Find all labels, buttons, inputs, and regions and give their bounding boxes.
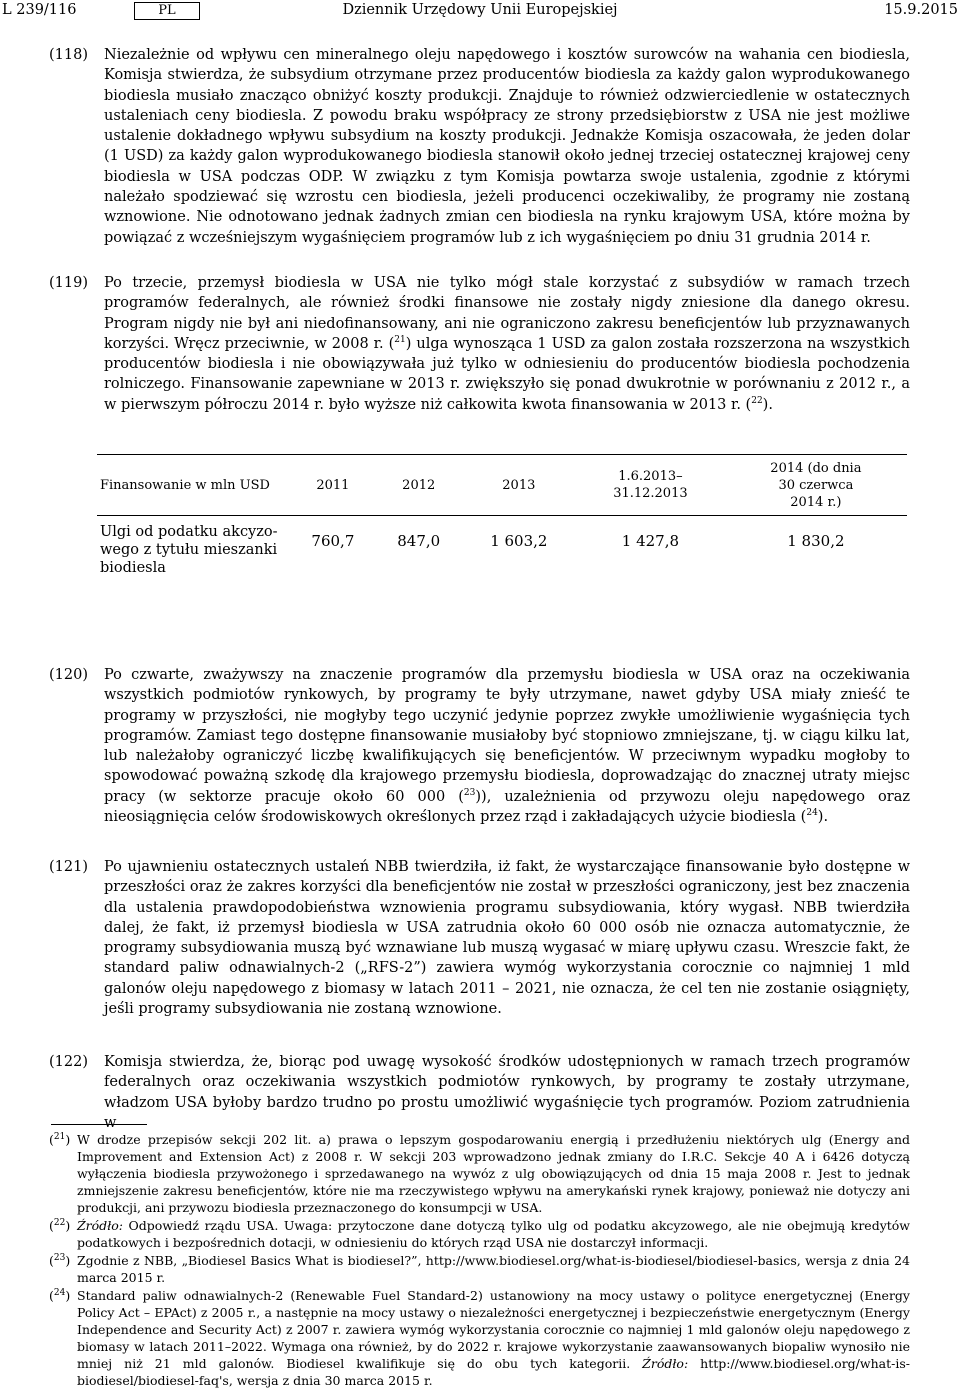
footnote-text: Zgodnie z NBB, „Biodiesel Basics What is biodiesel?”, http://www.biodiesel.org/what-is-biodiesel/biodiesel-basics, wersja z dnia 24 marca 2015 r. [77, 1253, 910, 1285]
paragraph-text: Niezależnie od wpływu cen mineralnego oleju napędowego i kosztów surowców na wahania cen biodiesla, Komisja stwierdza, że subsydium otrzymane przez producentów biodiesla za każdy galon wyprodukowanego biodiesla musiało znacząco obniżyć koszty produkcji. Znajduje to również odzwierciedlenie w ostatecznych ustaleniach ceny biodiesla. Z powodu braku współpracy ze strony przedsiębiorstw z USA nie jest możliwe ustalenie dokładnego wpływu subsydium na koszty produkcji. Jednakże Komisja oszacowała, że jeden dolar (1 USD) za każdy galon wyprodukowanego biodiesla stanowił około jednej trzeciej ostatecznej krajowej ceny biodiesla w USA podczas ODP. W związku z tym Komisja powtarza swoje ustalenia, zgodnie z którymi należało spodziewać się wzrostu cen biodiesla, jeżeli producenci oczekiwaliby, że programy nie zostaną wznowione. Nie odnotowano jednak żadnych zmian cen biodiesla na rynku krajowym USA, które można by powiązać z wcześniejszym wygaśnięciem programów lub z ich wygaśnięciem po dniu 31 grudnia 2014 r. [104, 47, 910, 246]
paragraph-number: (121) [49, 859, 88, 875]
financing-table [97, 454, 907, 592]
table-header-cell: Finansowanie w mln USD [97, 455, 290, 516]
source-label: Źródło: [642, 1356, 689, 1371]
table-cell: 1 427,8 [621, 532, 680, 550]
source-label: Źródło: [77, 1218, 123, 1233]
table-row-label: Ulgi od podatku akcyzo- wego z tytułu mieszanki biodiesla [100, 524, 278, 576]
footnote-number-value: 21 [53, 1131, 66, 1142]
footnote-number-value: 22 [53, 1217, 66, 1228]
footnote-text-part: http://www.biodiesel.org/what-is-biodiesel/biodiesel-faq's, wersja z dnia 30 marca 2015 r. [77, 1356, 910, 1388]
page-reference: L 239/116 [2, 2, 77, 18]
footnote-number: ($^{22}$) [49, 1217, 71, 1233]
paragraph-number: (118) [49, 47, 88, 63]
paragraph-text-part: ). [817, 809, 829, 826]
paragraph-number: (122) [49, 1054, 88, 1070]
footnote-number-value: 23 [53, 1252, 66, 1263]
page-header [0, 0, 960, 20]
footnote-text [77, 1217, 910, 1251]
paragraph-text-part: Po trzecie, przemysł biodiesla w USA nie tylko mógł stale korzystać z subsydiów w ramach trzech programów federalnych, ale również środki finansowe nie zostały nigdy zniesione dla danego okresu. Program nigdy nie był ani niedofinansowany, ani nie ograniczono zakresu beneficjentów lub przyznawanych korzyści. Wręcz przeciwnie, w 2008 r. ( [104, 275, 910, 352]
footnote-text: W drodze przepisów sekcji 202 lit. a) prawa o lepszym gospodarowaniu energią i przedłużeniu niektórych ulg (Energy and Improvement and Extension Act) z 2008 r. W sekcji 203 wprowadzono jednak zmiany do I.R.C. Sekcje 40 A i 6426 dotyczą wyłączenia biodiesla przywożonego i sprzedawanego na wywóz z ulg obowiązujących od dnia 15 maja 2008 r. Jest to jednak zmniejszenie zakresu beneficjentów, które nie ma rzeczywistego wpływu na amerykański rynek krajowy, ponieważ nie dotyczy ani produkcji, ani przywozu biodiesla przeznaczonego do konsumpcji w USA. [77, 1132, 910, 1215]
table-row [97, 516, 907, 593]
paragraph-text-part: )), uzależnienia od przywozu oleju napędowego oraz nieosiągnięcia celów środowiskowych określonych przez rząd i zakładających użycie biodiesla ( [104, 788, 910, 826]
table-cell: 1 830,2 [787, 532, 845, 550]
paragraph-text: Komisja stwierdza, że, biorąc pod uwagę wysokość środków udostępnionych w ramach trzech programów federalnych oraz oczekiwania wszystkich podmiotów rynkowych, by programy te zostały utrzymane, władzom USA byłoby bardzo trudno po prostu umożliwić wygaśnięcie tych programów. Poziom zatrudnienia w [104, 1054, 910, 1131]
footnote-text [77, 1287, 910, 1389]
table-header-cell: 2012 [376, 455, 462, 516]
paragraph-text [104, 665, 910, 827]
footnote-text-part: Odpowiedź rządu USA. Uwaga: przytoczone dane dotyczą tylko ulg od podatku akcyzowego, ale nie obejmują kredytów podatkowych i bezpośrednich dotacji, w odniesieniu do których rząd USA nie dostarczył informacji. [77, 1218, 910, 1250]
table-cell: 760,7 [311, 532, 355, 550]
footnote-ref-21[interactable]: 21 [394, 335, 406, 346]
publication-date: 15.9.2015 [884, 2, 958, 18]
table-cell: 1 603,2 [490, 532, 548, 550]
footnote-text-part: Standard paliw odnawialnych-2 (Renewable Fuel Standard-2) ustanowiony na mocy ustawy o polityce energetycznej (Energy Policy Act – EPAct) z 2005 r., a następnie na mocy ustawy o niezależności energetycznej i bezpieczeństwie energetycznym (Energy Independence and Security Act) z 2007 r. zawiera wymóg wykorzystania corocznie co najmniej 1 mld galonów oleju napędowego z biomasy w latach 2011–2022. Wymaga ona również, by do 2022 r. krajowe wykorzystanie zaawansowanych biopaliw wynosiło nie mniej niż 21 mld galonów. Biodiesel kwalifikuje się do obu tych kategorii. [77, 1288, 910, 1371]
table-cell: 847,0 [397, 532, 441, 550]
paragraph-number: (120) [49, 667, 88, 683]
table-header-cell: 1.6.2013– 31.12.2013 [576, 455, 725, 516]
footnote-ref-22[interactable]: 22 [751, 395, 763, 406]
footnote-ref-23[interactable]: 23 [463, 787, 476, 798]
journal-title: Dziennik Urzędowy Unii Europejskiej [342, 2, 618, 18]
paragraph-text-part: Po czwarte, zważywszy na znaczenie programów dla przemysłu biodiesla w USA oraz na oczekiwania wszystkich podmiotów rynkowych, by programy te były utrzymane, nawet gdyby USA miały znieść te programy w przyszłości, nie mogłyby tego uczynić jedynie poprzez zwykłe umożliwienie wygaśnięcia tych programów. Zamiast tego dostępne finansowanie musiałoby być stopniowo zmniejszane, tj. w ciągu kilku lat, lub należałoby ograniczyć liczbę kwalifikujących się beneficjentów. W przeciwnym wypadku mogłoby to spowodować poważną szkodę dla krajowego przemysłu biodiesla, doprowadzając do znacznej utraty miejsc pracy (w sektorze pracuje około 60 000 ( [104, 667, 910, 805]
table-header-cell: 2011 [290, 455, 376, 516]
footnote-separator [51, 1124, 147, 1125]
paragraph-text: Po ujawnieniu ostatecznych ustaleń NBB twierdziła, iż fakt, że wystarczające finansowanie było dostępne w przeszłości oraz że zakres korzyści dla beneficjentów nie został w przeszłości ograniczony, jest bez znaczenia dla ustalenia prawdopodobieństwa wznowienia programu subsydiowania, który wygasł. NBB twierdziła dalej, że fakt, iż przemysł biodiesla w USA zatrudnia około 60 000 osób nie oznacza automatycznie, że programy subsydiowania muszą być wznawiane lub muszą wygasać w miarę upływu czasu. Wreszcie fakt, że standard paliw odnawialnych-2 („RFS-2”) zawiera wymóg wykorzystania corocznie co najmniej 1 mld galonów oleju napędowego z biomasy w latach 2011 – 2021, nie oznacza, że cel ten nie zostanie osiągnięty, jeśli programy subsydiowania nie zostaną wznowione. [104, 859, 910, 1018]
language-badge: PL [134, 2, 200, 20]
paragraph-text-part: ) ulga wynosząca 1 USD za galon została rozszerzona na wszystkich producentów biodiesla i nie obowiązywała już tylko w odniesieniu do producentów biodiesla pochodzenia rolniczego. Finansowanie zapewniane w 2013 r. zwiększyło się ponad dwukrotnie w porównaniu z 2012 r., a w pierwszym półroczu 2014 r. było wyższe niż całkowita kwota finansowania w 2013 r. ( [104, 335, 910, 413]
table-header-cell: 2014 (do dnia 30 czerwca 2014 r.) [725, 455, 907, 516]
footnote-number-value: 24 [53, 1287, 66, 1298]
table-header-row [97, 455, 907, 516]
table-header-cell: 2013 [462, 455, 576, 516]
footnote-number: ($^{24}$) [49, 1287, 71, 1303]
footnote-ref-24[interactable]: 24 [806, 808, 818, 819]
paragraph-text [104, 273, 910, 415]
paragraph-text-part: ). [762, 396, 773, 413]
footnote-number: ($^{21}$) [49, 1131, 71, 1147]
footnote-number: ($^{23}$) [49, 1252, 71, 1268]
paragraph-number: (119) [49, 275, 88, 291]
